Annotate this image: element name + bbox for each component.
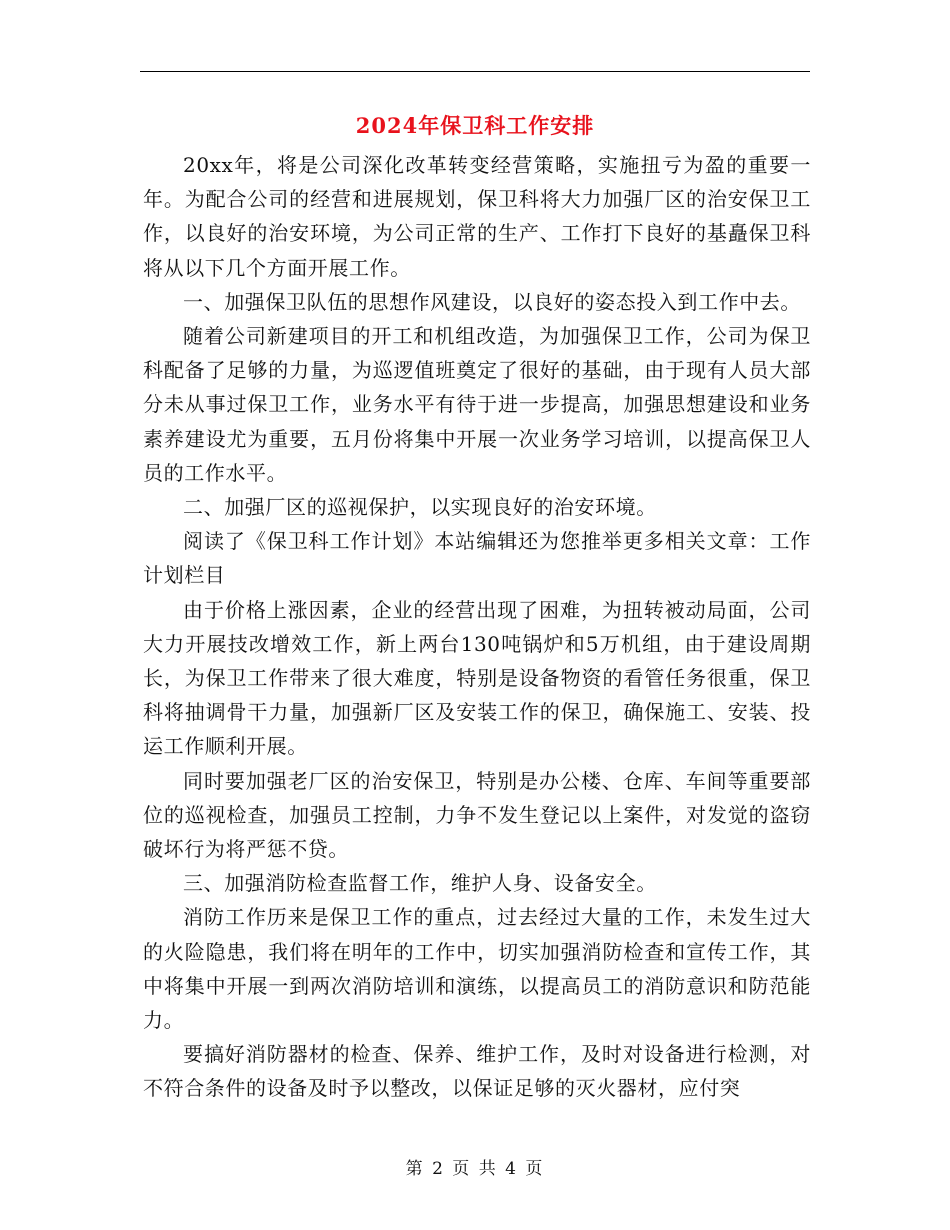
paragraph: 要搞好消防器材的检查、保养、维护工作，及时对设备进行检测，对不符合条件的设备及时予以整改，以保证足够的灭火器材，应付突 bbox=[143, 1042, 811, 1101]
paragraph: 消防工作历来是保卫工作的重点，过去经过大量的工作，未发生过大的火险隐患，我们将在明年的工作中，切实加强消防检查和宣传工作，其中将集中开展一到两次消防培训和演练，以提高员工的消防意识和防范能力。 bbox=[143, 905, 811, 1033]
document-title: 2024年保卫科工作安排 bbox=[355, 113, 595, 138]
page-footer: 第 2 页 共 4 页 bbox=[405, 1159, 545, 1179]
paragraph: 随着公司新建项目的开工和机组改造，为加强保卫工作，公司为保卫科配备了足够的力量，为巡逻值班奠定了很好的基础，由于现有人员大部分未从事过保卫工作，业务水平有待于进一步提高，加强思想建设和业务素养建设尤为重要，五月份将集中开展一次业务学习培训，以提高保卫人员的工作水平。 bbox=[143, 324, 811, 485]
paragraph: 阅读了《保卫科工作计划》本站编辑还为您推举更多相关文章：工作计划栏目 bbox=[143, 529, 811, 588]
paragraph: 二、加强厂区的巡视保护，以实现良好的治安环境。 bbox=[183, 495, 657, 520]
paragraph: 同时要加强老厂区的治安保卫，特别是办公楼、仓库、车间等重要部位的巡视检查，加强员工控制，力争不发生登记以上案件，对发觉的盗窃破坏行为将严惩不贷。 bbox=[143, 768, 811, 862]
document-body bbox=[143, 148, 811, 1106]
header-rule bbox=[140, 71, 810, 72]
paragraph: 由于价格上涨因素，企业的经营出现了困难，为扭转被动局面，公司大力开展技改增效工作，新上两台130吨锅炉和5万机组，由于建设周期长，为保卫工作带来了很大难度，特别是设备物资的看管任务很重，保卫科将抽调骨干力量，加强新厂区及安装工作的保卫，确保施工、安装、投运工作顺利开展。 bbox=[143, 597, 811, 759]
paragraph: 三、加强消防检查监督工作，维护人身、设备安全。 bbox=[183, 871, 657, 896]
paragraph: 20xx年，将是公司深化改革转变经营策略，实施扭亏为盈的重要一年。为配合公司的经营和进展规划，保卫科将大力加强厂区的治安保卫工作，以良好的治安环境，为公司正常的生产、工作打下良好的基矗保卫科将从以下几个方面开展工作。 bbox=[143, 153, 811, 280]
paragraph: 一、加强保卫队伍的思想作风建设，以良好的姿态投入到工作中去。 bbox=[183, 289, 801, 314]
